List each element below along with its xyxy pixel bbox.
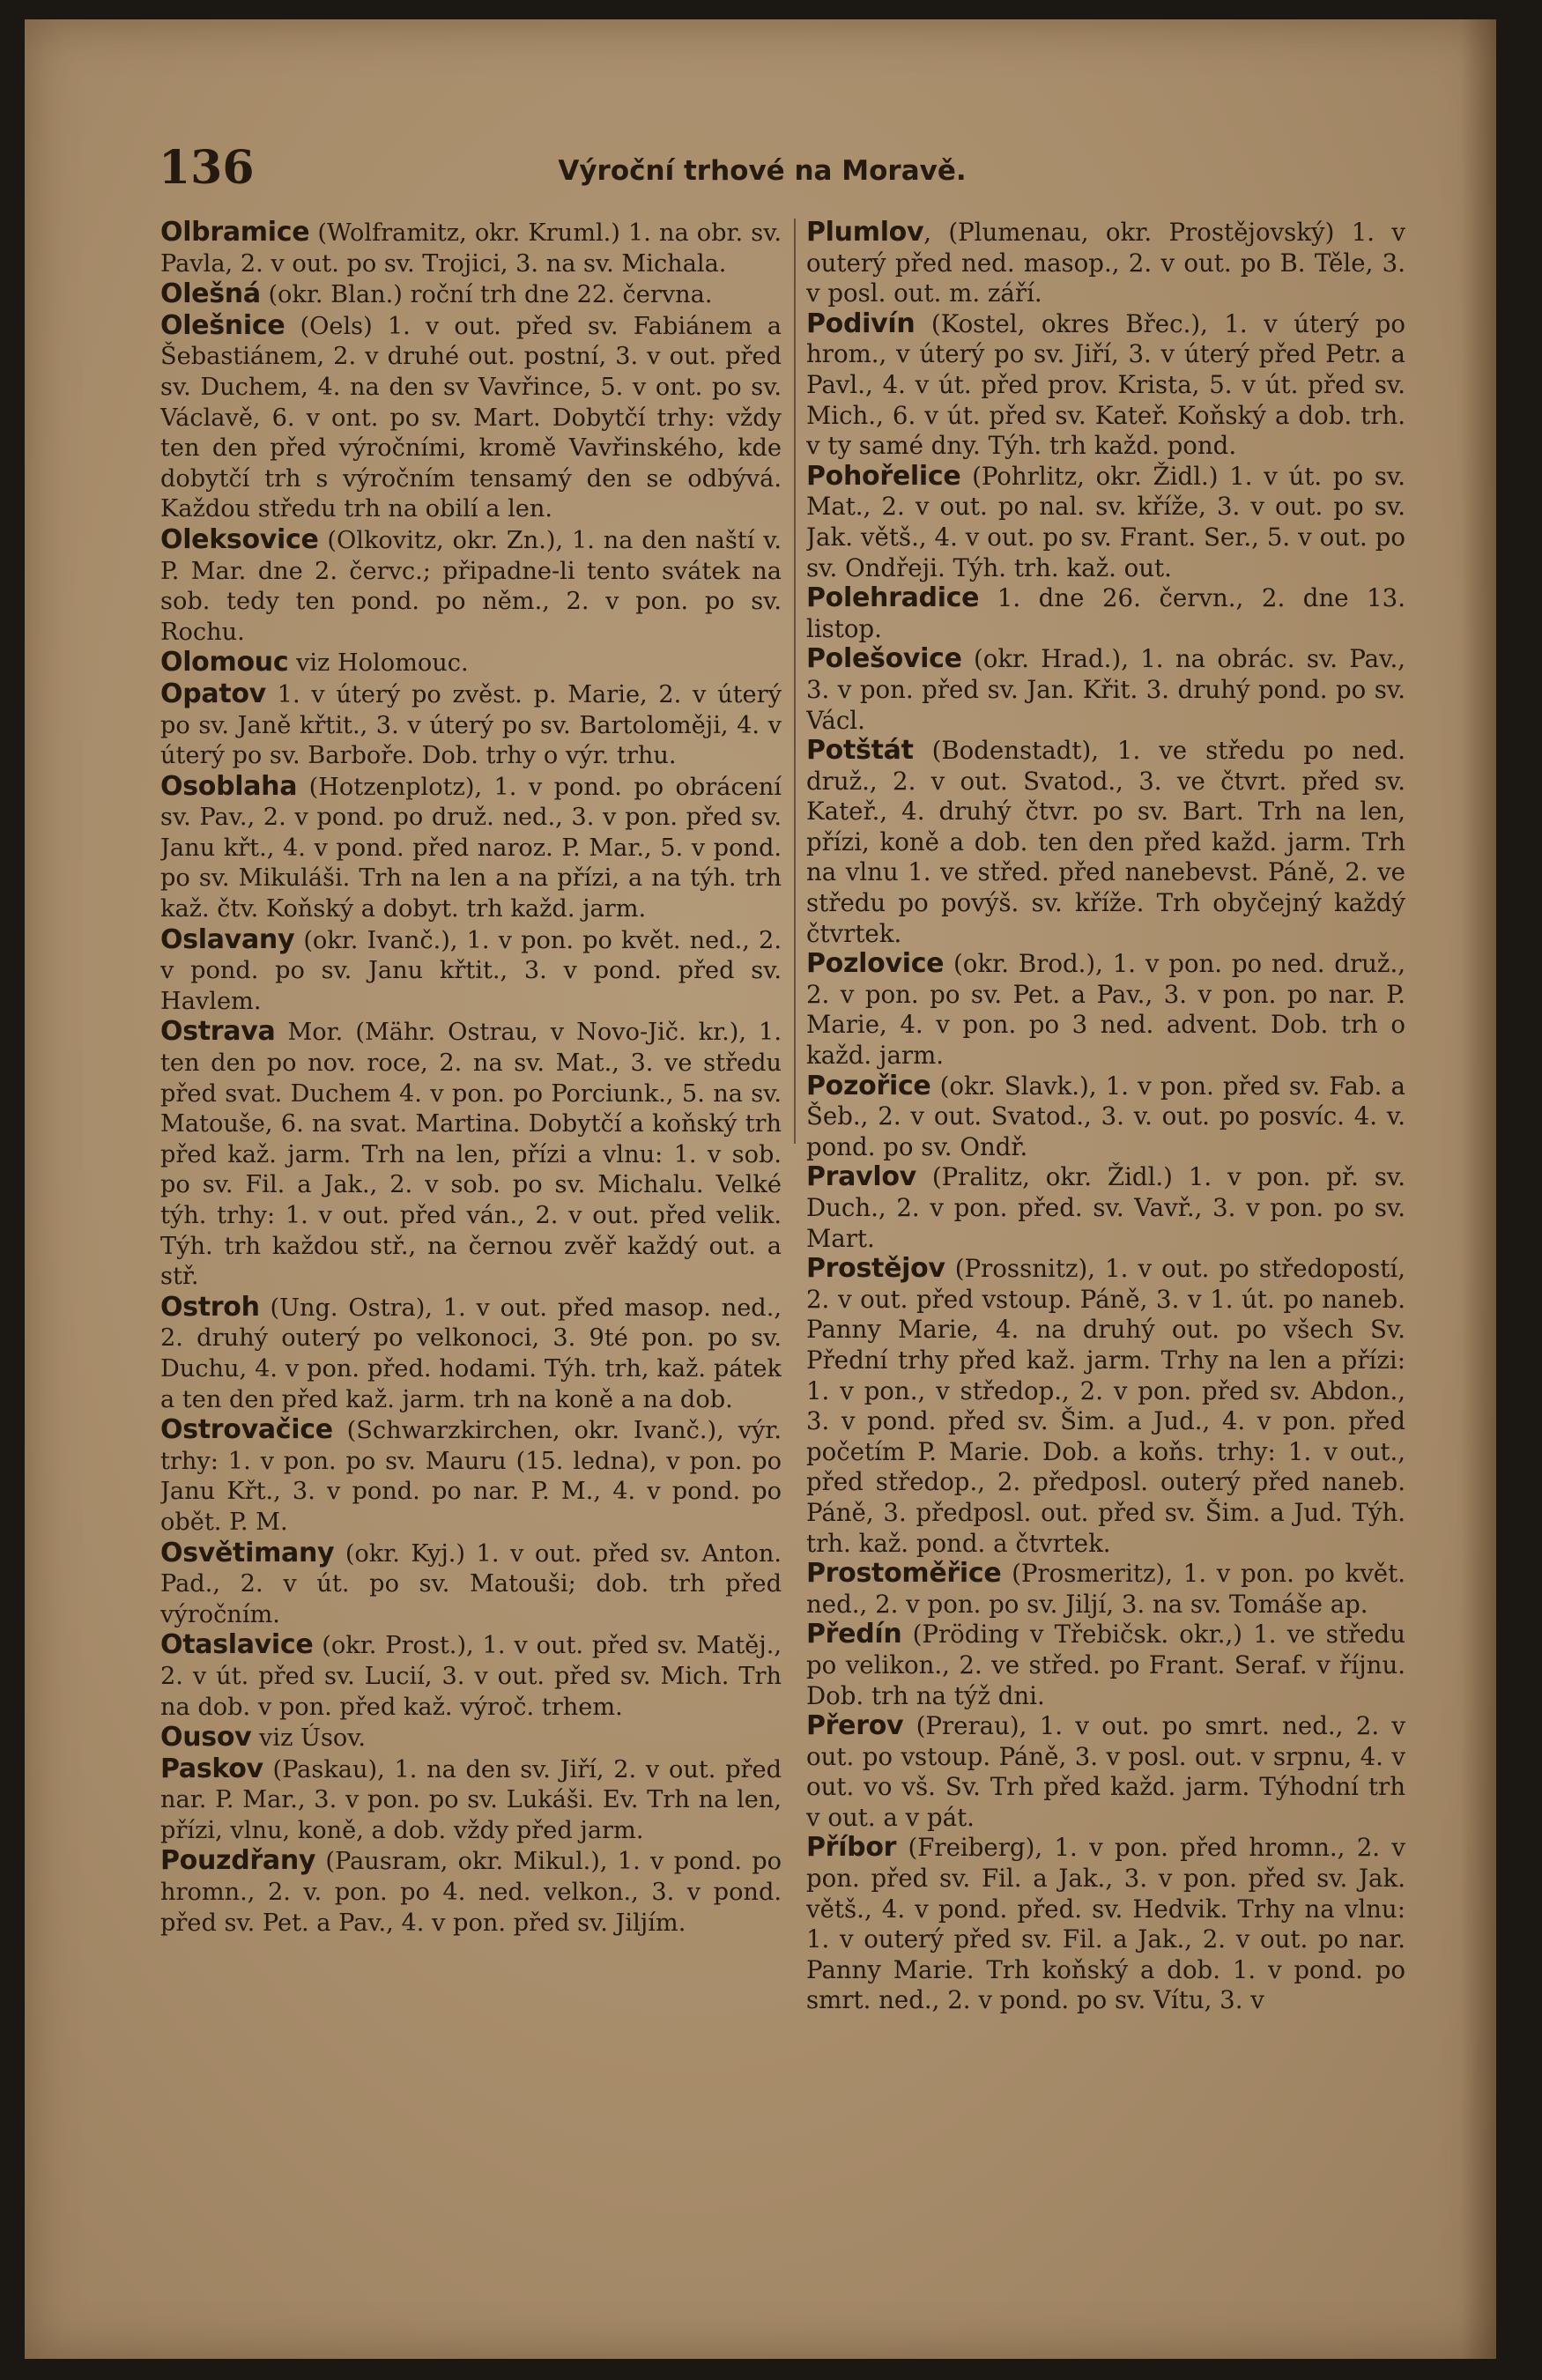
entry-description: (Prerau), 1. v out. po smrt. ned., 2. v out. po vstoup. Páně, 3. v posl. out. v srpnu, 4. v out. vo vš. Sv. Trh před každ. jarm. Týhodní trh v out. a v pát.: [806, 1711, 1405, 1832]
entry-place-name: Polehradice: [806, 582, 980, 614]
directory-entry: [160, 279, 782, 311]
entry-place-name: Pouzdřany: [160, 1845, 316, 1877]
entry-description: (Bodenstadt), 1. ve středu po ned. druž., 2. v out. Svatod., 3. ve čtvrt. před sv. Kateř., 4. druhý čtvr. po sv. Bart. Trh na len, přízi, koně a dob. ten den před každ. jarm. Trh na vlnu 1. ve střed. před nanebevst. Páně, 2. ve středu po povýš. sv. kříže. Trh obyčejný každý čtvrtek.: [806, 736, 1405, 948]
entry-description: (Paskau), 1. na den sv. Jiří, 2. v out. před nar. P. Mar., 3. v pon. po sv. Lukáši. Ev. Trh na len, přízi, vlnu, koně, a dob. vždy před jarm.: [160, 1755, 782, 1844]
entry-description: (okr. Ivanč.), 1. v pon. po květ. ned., 2. v pond. po sv. Janu křtit., 3. v pond. před sv. Havlem.: [160, 926, 782, 1015]
entry-place-name: Ousov: [160, 1722, 252, 1753]
page-gutter-shadow: [1461, 19, 1496, 2359]
entry-place-name: Olešnice: [160, 309, 285, 341]
entry-description: 1. v úterý po zvěst. p. Marie, 2. v úterý po sv. Janě křtit., 3. v úterý po sv. Bartoloměji, 4. v úterý po sv. Barboře. Dob. trhy o výr. trhu.: [160, 680, 782, 770]
directory-entry: [806, 949, 1405, 1071]
entry-description: (okr. Prost.), 1. v out. před sv. Matěj., 2. v út. před sv. Lucií, 3. v out. před sv. Mich. Trh na dob. v pon. před kaž. výroč. trhem.: [160, 1632, 782, 1721]
entry-place-name: Osvětimany: [160, 1537, 335, 1568]
directory-entry: [806, 1711, 1405, 1833]
directory-entry: [160, 1723, 782, 1754]
entry-description: 1. dne 26. červn., 2. dne 13. listop.: [806, 583, 1405, 643]
page-number: 136: [159, 141, 255, 195]
entry-place-name: Olešná: [160, 278, 261, 310]
entry-description: (Prossnitz), 1. v out. po středopostí, 2. v out. před vstoup. Páně, 3. v 1. út. po naneb. Panny Marie, 4. na druhý out. po všech Sv. Přední trhy před kaž. jarm. Trhy na len a přízi: 1. v pon., v středop., 2. v pon. před sv. Abdon., 3. v pond. před sv. Šim. a Jud., 4. v pon. před početím P. Marie. Dob. a koňs. trhy: 1. v out., před středop., 2. předposl. outerý před naneb. Páně, 3. předposl. out. před sv. Šim. a Jud. Týh. trh. kaž. pond. a čtvrtek.: [806, 1254, 1405, 1558]
entry-place-name: Prostějov: [806, 1253, 945, 1285]
entry-description: viz Úsov.: [251, 1724, 367, 1753]
directory-entry: [806, 1833, 1405, 2016]
entry-description: (okr. Slavk.), 1. v pon. před sv. Fab. a Šeb., 2. v out. Svatod., 3. v. out. po posvíc. 4. v. pond. po sv. Ondř.: [806, 1071, 1405, 1161]
entry-place-name: Ostrava: [160, 1016, 276, 1048]
entry-place-name: Opatov: [160, 678, 266, 709]
directory-entry: [160, 1538, 782, 1631]
directory-entry: [806, 736, 1405, 949]
directory-entry: [160, 1846, 782, 1939]
directory-entry: [160, 679, 782, 772]
column-divider: [794, 219, 796, 1144]
directory-entry: [806, 1559, 1405, 1620]
entry-place-name: Potštát: [806, 735, 914, 767]
entry-description: (Pralitz, okr. Židl.) 1. v pon. př. sv. Duch., 2. v pon. před. sv. Vavř., 3. v pon. po sv. Mart.: [806, 1162, 1405, 1253]
directory-entry: [160, 311, 782, 525]
directory-entry: [160, 1754, 782, 1847]
entry-description: (Olkovitz, okr. Zn.), 1. na den naští v. P. Mar. dne 2. červc.; připadne-li tento svátek na sob. tedy ten pond. po něm., 2. v pon. po sv. Rochu.: [160, 526, 782, 646]
book-page: [25, 19, 1496, 2359]
page-header: [159, 141, 1366, 203]
directory-entry: [806, 1620, 1405, 1711]
directory-entry: [160, 1017, 782, 1292]
entry-place-name: Pozořice: [806, 1070, 931, 1101]
entry-place-name: Osoblaha: [160, 770, 298, 802]
entry-description: (okr. Hrad.), 1. na obrác. sv. Pav., 3. v pon. před sv. Jan. Křit. 3. druhý pond. po sv. Václ.: [806, 644, 1405, 735]
entry-place-name: Polešovice: [806, 643, 962, 675]
directory-entry: [160, 772, 782, 925]
entry-description: viz Holomouc.: [288, 649, 469, 678]
directory-entry: [160, 1415, 782, 1538]
entry-place-name: Otaslavice: [160, 1629, 314, 1661]
entry-place-name: Paskov: [160, 1753, 263, 1784]
directory-entry: [806, 644, 1405, 736]
running-title: Výroční trhové na Moravě.: [558, 155, 967, 187]
entry-description: (okr. Kyj.) 1. v out. před sv. Anton. Pad., 2. v út. po sv. Matouši; dob. trh před výročním.: [160, 1539, 782, 1628]
entry-place-name: Předín: [806, 1619, 902, 1650]
entry-place-name: Prostoměřice: [806, 1558, 1002, 1590]
entry-place-name: Olbramice: [160, 218, 310, 248]
entry-description: (Pohrlitz, okr. Židl.) 1. v út. po sv. Mat., 2. v out. po nal. sv. kříže, 3. v out. po sv. Jak. větš., 4. v out. po sv. Frant. Ser., 5. v out. po sv. Ondřeji. Týh. trh. kaž. out.: [806, 461, 1405, 582]
entry-place-name: Oleksovice: [160, 523, 319, 555]
left-column: [160, 218, 782, 2324]
entry-place-name: Plumlov: [806, 218, 924, 248]
entry-description: (Oels) 1. v out. před sv. Fabiánem a Šebastiánem, 2. v druhé out. postní, 3. v out. před sv. Duchem, 4. na den sv Vavřince, 5. v ont. po sv. Václavě, 6. v ont. po sv. Mart. Dobytčí trhy: vždy ten den před výročními, kromě Vavřinského, kde dobytčí trh s výročním tensamý den se odbývá. Každou středu trh na obilí a len.: [160, 312, 782, 523]
directory-entry: [806, 218, 1405, 309]
entry-place-name: Olomouc: [160, 647, 289, 678]
entry-description: (Pröding v Třebičsk. okr.,) 1. ve středu po velikon., 2. ve střed. po Frant. Seraf. v říjnu. Dob. trh na týž dni.: [806, 1620, 1405, 1710]
directory-entry: [806, 1071, 1405, 1163]
right-column: [806, 218, 1405, 2324]
entry-place-name: Ostrovačice: [160, 1414, 333, 1446]
entry-place-name: Podivín: [806, 308, 916, 339]
directory-entry: [806, 309, 1405, 462]
entry-description: (Freiberg), 1. v pon. před hromn., 2. v pon. před sv. Fil. a Jak., 3. v pon. před sv. Jak. větš., 4. v pond. před. sv. Hedvik. Trhy na vlnu: 1. v outerý před sv. Fil. a Jak., 2. v out. po nar. Panny Marie. Trh koňský a dob. 1. v pond. po smrt. ned., 2. v pond. po sv. Vítu, 3. v: [806, 1833, 1405, 2015]
entry-place-name: Oslavany: [160, 923, 295, 955]
entry-description: Mor. (Mähr. Ostrau, v Novo-Jič. kr.), 1. ten den po nov. roce, 2. na sv. Mat., 3. ve středu před svat. Duchem 4. v pon. po Porciunk., 5. na sv. Matouše, 6. na svat. Martina. Dobytčí a koňský trh před kaž. jarm. Trh na len, přízi a vlnu: 1. v sob. po sv. Fil. a Jak., 2. v sob. po sv. Michalu. Velké týh. trhy: 1. v out. před ván., 2. v out. před velik. Týh. trh každou stř., na černou zvěř každý out. a stř.: [160, 1019, 782, 1291]
directory-entry: [160, 218, 782, 279]
directory-entry: [160, 525, 782, 648]
entry-place-name: Příbor: [806, 1832, 897, 1864]
directory-entry: [160, 925, 782, 1018]
entry-description: , (Plumenau, okr. Prostějovský) 1. v outerý před ned. masop., 2. v out. po B. Těle, 3. v posl. out. m. září.: [806, 218, 1405, 308]
directory-entry: [806, 462, 1405, 583]
entry-description: (Schwarzkirchen, okr. Ivanč.), výr. trhy: 1. v pon. po sv. Mauru (15. ledna), v pon. po Janu Křt., 3. v pond. po nar. P. M., 4. v pond. po obět. P. M.: [160, 1417, 782, 1536]
directory-entry: [160, 1630, 782, 1723]
directory-entry: [806, 583, 1405, 644]
directory-entry: [160, 648, 782, 679]
entry-description: (Ung. Ostra), 1. v out. před masop. ned., 2. druhý outerý po velkonoci, 3. 9té pon. po sv. Duchu, 4. v pon. před. hodami. Týh. trh, kaž. pátek a ten den před kaž. jarm. trh na koně a na dob.: [160, 1294, 782, 1413]
entry-description: (okr. Brod.), 1. v pon. po ned. druž., 2. v pon. po sv. Pet. a Pav., 3. v pon. po nar. P. Marie, 4. v pon. po 3 ned. advent. Dob. trh o každ. jarm.: [806, 949, 1405, 1071]
entry-description: (Kostel, okres Břec.), 1. v úterý po hrom., v úterý po sv. Jiří, 3. v úterý před Petr. a Pavl., 4. v út. před prov. Krista, 5. v út. před sv. Mich., 6. v út. před sv. Kateř. Koňský a dob. trh. v ty samé dny. Týh. trh každ. pond.: [806, 308, 1405, 461]
entry-place-name: Přerov: [806, 1710, 904, 1742]
entry-place-name: Pohořelice: [806, 460, 961, 492]
entry-place-name: Pozlovice: [806, 948, 945, 980]
entry-description: (Hotzenplotz), 1. v pond. po obrácení sv. Pav., 2. v pond. po druž. ned., 3. v pon. před sv. Janu křt., 4. v pond. před naroz. P. Mar., 5. v pond. po sv. Mikuláši. Trh na len a na přízi, a na týh. trh kaž. čtv. Koňský a dobyt. trh každ. jarm.: [160, 773, 782, 923]
entry-description: (Prosmeritz), 1. v pon. po květ. ned., 2. v pon. po sv. Jiljí, 3. na sv. Tomáše ap.: [806, 1559, 1405, 1619]
directory-entry: [806, 1162, 1405, 1254]
directory-entry: [806, 1254, 1405, 1559]
entry-description: (Pausram, okr. Mikul.), 1. v pond. po hromn., 2. v. pon. po 4. ned. velkon., 3. v pond. před sv. Pet. a Pav., 4. v pon. před sv. Jiljím.: [160, 1848, 782, 1937]
entry-description: (okr. Blan.) roční trh dne 22. června.: [260, 281, 713, 309]
entry-place-name: Ostroh: [160, 1291, 260, 1323]
entry-place-name: Pravlov: [806, 1161, 916, 1193]
entry-description: (Wolframitz, okr. Kruml.) 1. na obr. sv. Pavla, 2. v out. po sv. Trojici, 3. na sv. Michala.: [160, 219, 782, 278]
directory-entry: [160, 1293, 782, 1415]
